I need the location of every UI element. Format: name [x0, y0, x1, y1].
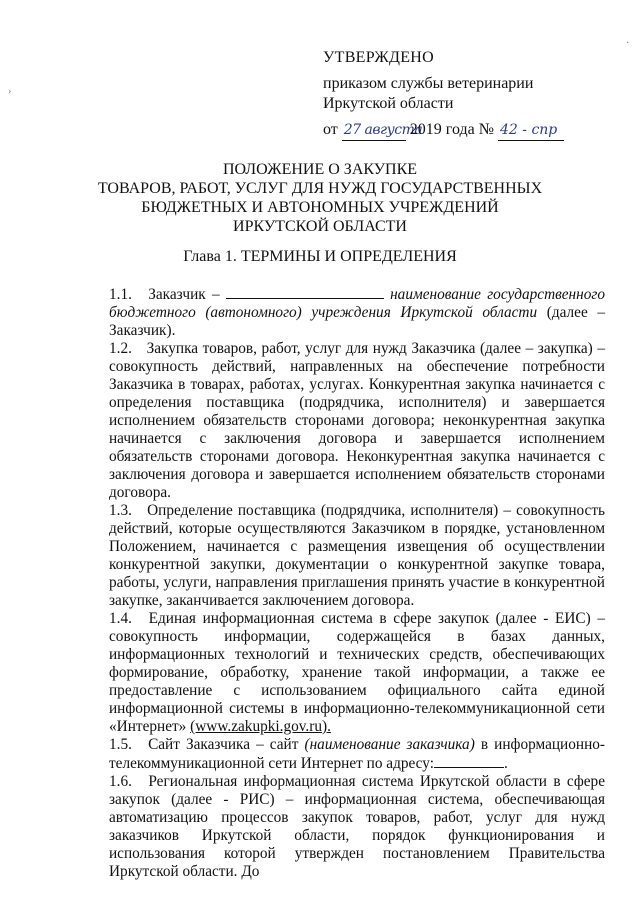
document-body	[109, 285, 605, 881]
title-line: ИРКУТСКОЙ ОБЛАСТИ	[233, 218, 407, 235]
clause-text: Закупка товаров, работ, услуг для нужд Заказчика (далее – закупка) – совокупность действий, направленных на обеспечение потребности Заказчика в товарах, работах, услугах. Конкурентная закупка начинается с определения поставщика (подрядчика, исполнителя) и завершается исполнением обязательств сторонами договора; неконкурентная закупка начинается с заключения договора и завершается исполнением обязательств сторонами договора. Неконкурентная закупка начинается с заключения договора и завершается исполнением обязательств сторонами договора.	[109, 340, 605, 501]
clause-1-4	[109, 610, 605, 736]
clause-number: 1.4.	[109, 610, 132, 627]
scan-mark: ›	[8, 86, 12, 97]
order-line	[323, 120, 564, 141]
approval-block	[323, 48, 533, 114]
clause-placeholder: наименование государственного бюджетного (автономного) учреждения Иркутской области	[109, 286, 605, 321]
chapter-heading: Глава 1. ТЕРМИНЫ И ОПРЕДЕЛЕНИЯ	[183, 248, 457, 265]
clause-number: 1.2.	[109, 340, 132, 357]
approval-title: УТВЕРЖДЕНО	[323, 49, 435, 66]
order-date-handwritten: 27 августа	[342, 120, 406, 141]
blank-line	[434, 754, 504, 768]
clause-placeholder: (наименование заказчика)	[304, 736, 475, 753]
clause-text: Региональная информационная система Иркутской области в сфере закупок (далее - РИС) – информационная система, обеспечивающая автоматизацию процессов закупок товаров, работ, услуг для нужд заказчиков Иркутской области, порядок функционирования и использования которой утвержден постановлением Правительства Иркутской области. До	[109, 773, 605, 880]
approval-line-1: приказом службы ветеринарии	[323, 75, 534, 92]
approval-line-2: Иркутской области	[323, 95, 454, 112]
order-year-text: 2019 года №	[409, 121, 494, 138]
clause-text: (далее – Заказчик).	[109, 304, 605, 339]
clause-1-5	[109, 736, 605, 773]
clause-text: Единая информационная система в сфере закупок (далее - ЕИС) – совокупность информации, содержащейся в базах данных, информационных технологий и технических средств, обеспечивающих формирование, обработку, хранение такой информации, а также ее предоставление с использованием официального сайта единой информационной системы в информационно-телекоммуникационной сети «Интернет»	[109, 610, 605, 735]
title-line: ПОЛОЖЕНИЕ О ЗАКУПКЕ	[222, 161, 418, 178]
scan-mark: ·	[626, 38, 630, 49]
clause-1-2	[109, 340, 605, 502]
order-prefix: от	[323, 121, 338, 138]
title-line: БЮДЖЕТНЫХ И АВТОНОМНЫХ УЧРЕЖДЕНИЙ	[141, 199, 499, 216]
clause-1-1	[109, 285, 605, 340]
clause-text: .	[503, 755, 508, 772]
clause-1-3	[109, 502, 605, 610]
clause-number: 1.1.	[109, 286, 132, 303]
clause-text: Сайт Заказчика – сайт	[148, 736, 299, 753]
title-line: ТОВАРОВ, РАБОТ, УСЛУГ ДЛЯ НУЖД ГОСУДАРСТВЕННЫХ	[97, 180, 543, 197]
blank-line	[226, 285, 384, 299]
clause-number: 1.5.	[109, 736, 132, 753]
document-title	[0, 160, 640, 236]
clause-1-6	[109, 773, 605, 881]
clause-text: Определение поставщика (подрядчика, исполнителя) – совокупность действий, которые осуществляются Заказчиком в порядке, установленном Положением, начинается с размещения извещения об осуществлении конкурентной закупки, документации о конкурентной закупке товара, работы, услуги, направления приглашения принять участие в конкурентной закупке, заканчивается заключением договора.	[109, 502, 606, 609]
eis-link[interactable]: (www.zakupki.gov.ru).	[190, 718, 331, 735]
clause-number: 1.3.	[109, 502, 132, 519]
order-number-handwritten: 42 - спр	[498, 120, 564, 141]
clause-text: Заказчик –	[148, 286, 220, 303]
clause-number: 1.6.	[109, 773, 132, 790]
clause-text: в информационно-телекоммуникационной сети Интернет по адресу:	[109, 736, 606, 772]
